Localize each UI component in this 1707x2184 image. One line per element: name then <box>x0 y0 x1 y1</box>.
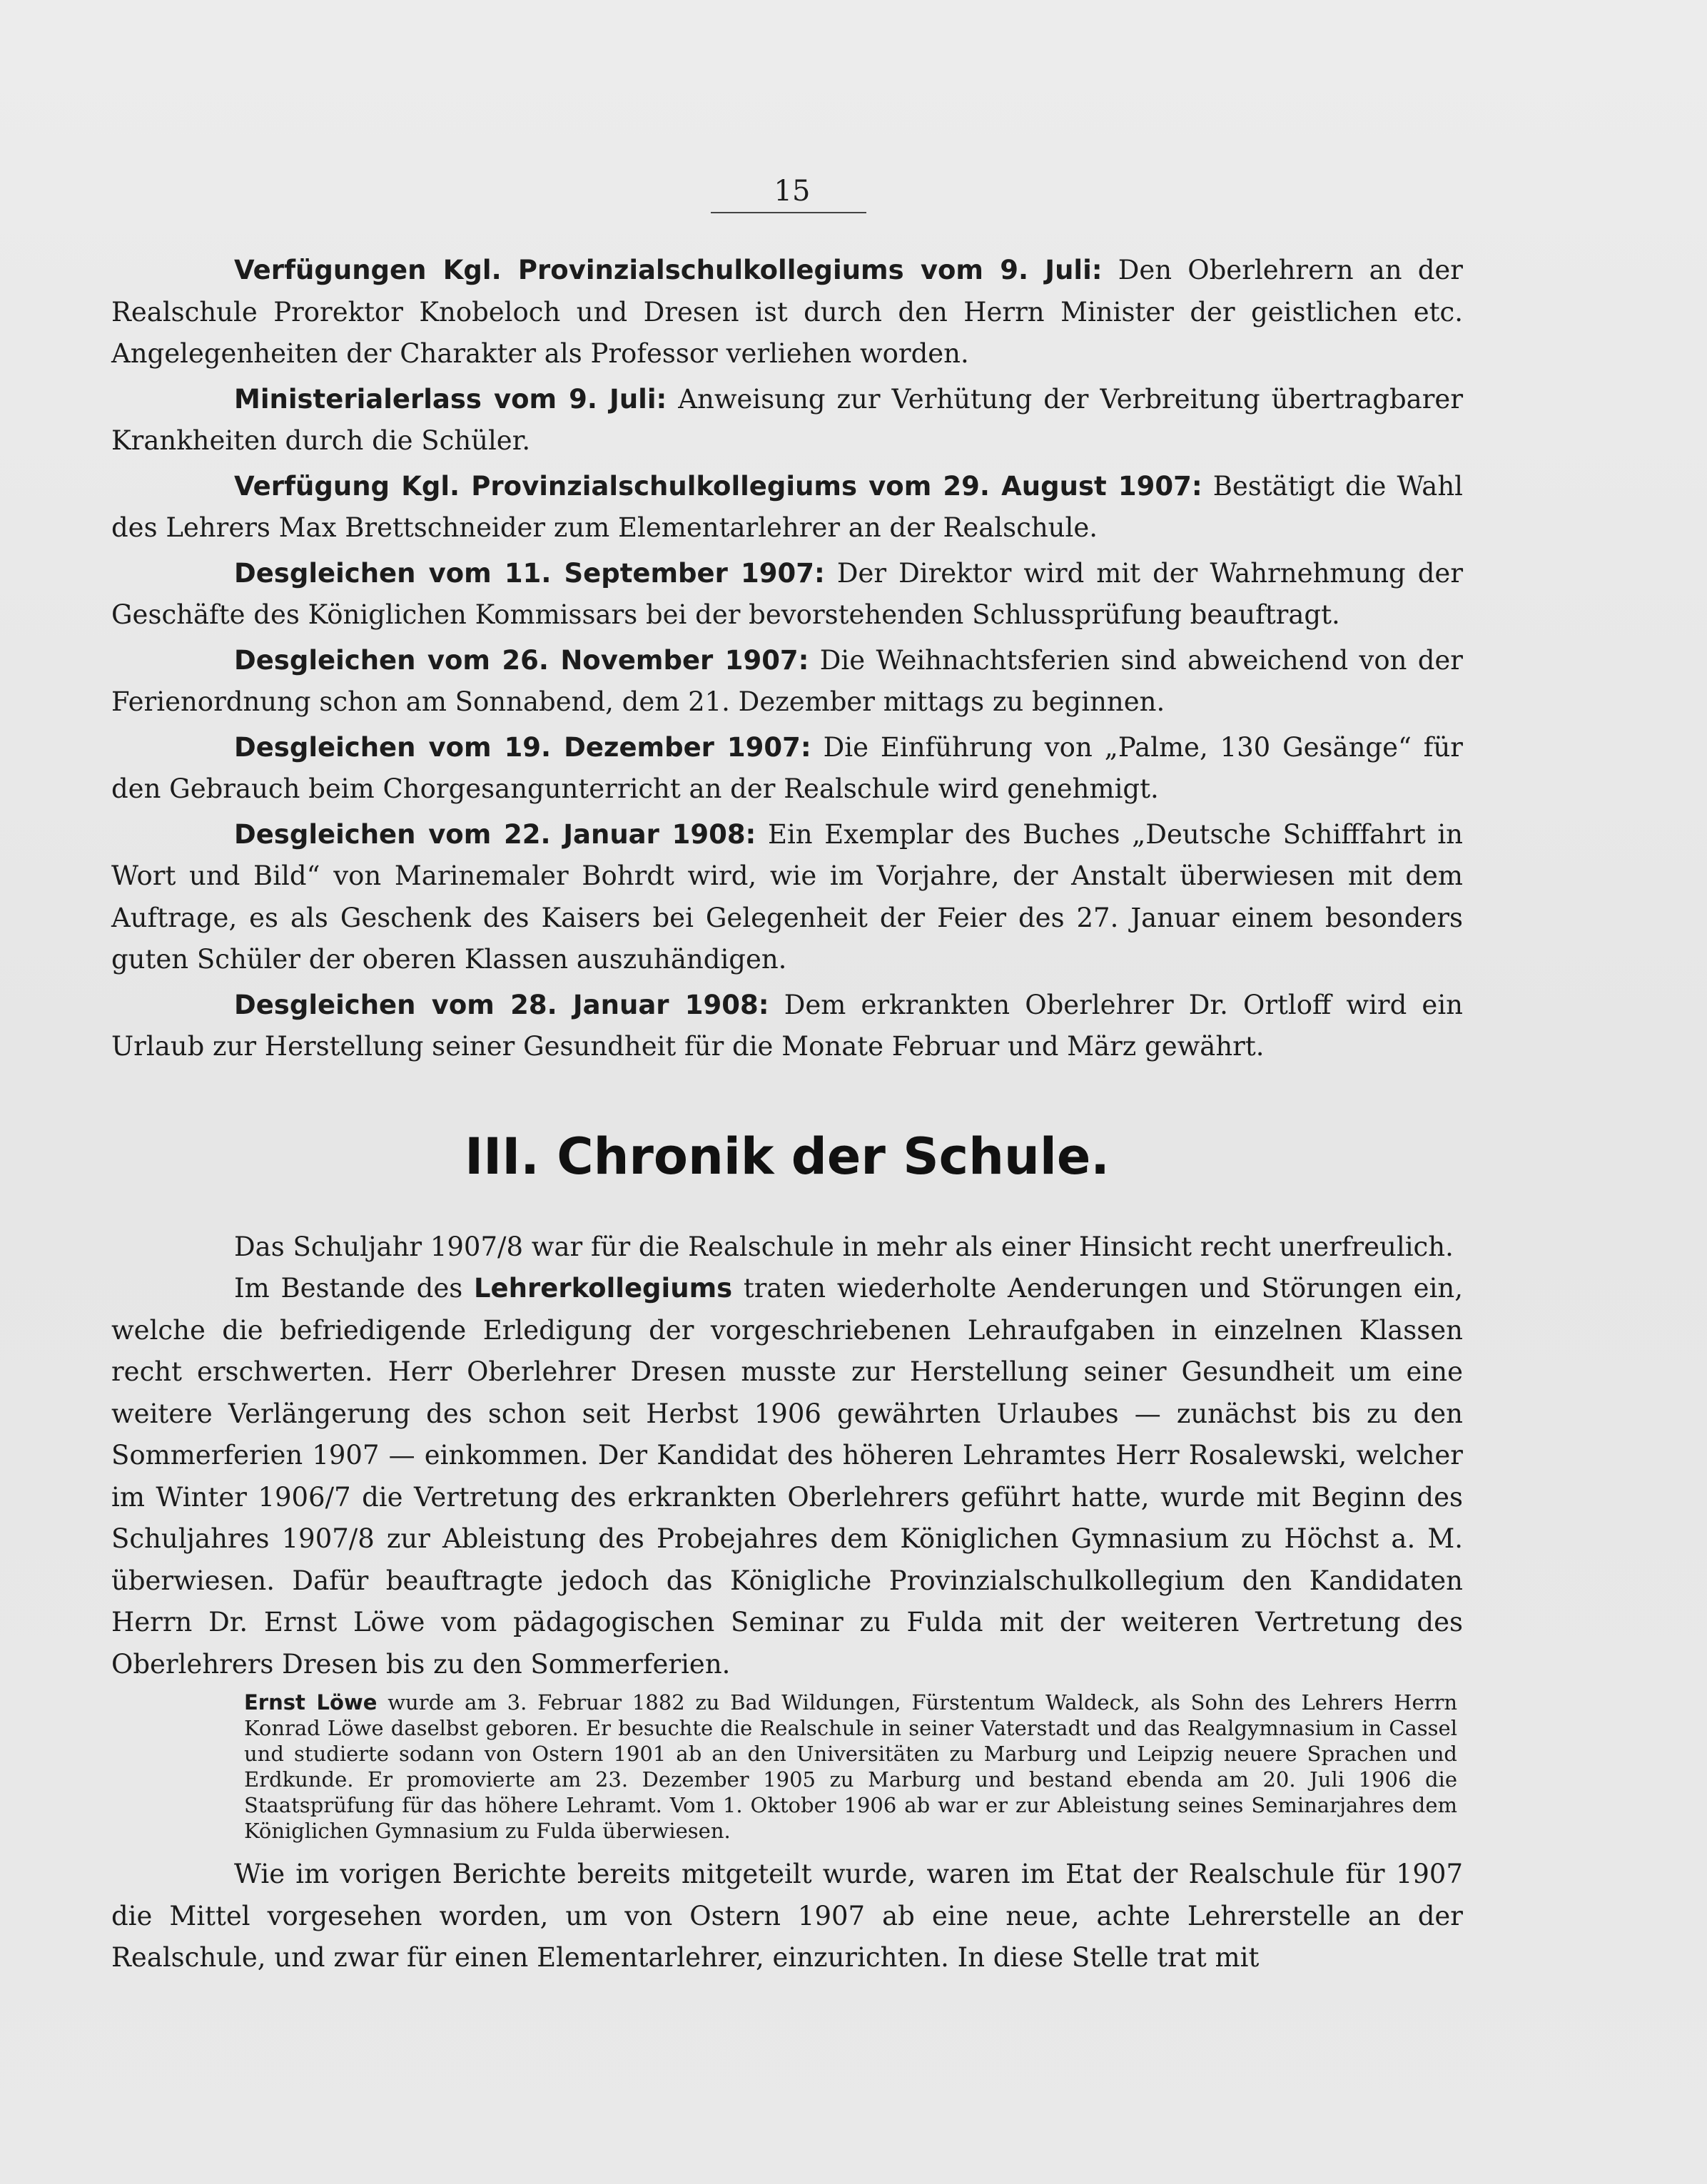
decree-paragraph <box>111 640 1463 723</box>
page-number-rule <box>711 212 866 213</box>
decree-paragraph <box>111 985 1463 1068</box>
page-number: 15 <box>774 175 811 208</box>
chronik-paragraph: Wie im vorigen Berichte bereits mitgeteilt wurde, waren im Etat der Realschule für 1907 die Mittel vorgesehen worden, um von Ostern 1907 ab eine neue, achte Lehrerstelle an der Realschule, und zwar für einen Elementarlehrer, einzurichten. In diese Stelle trat mit <box>111 1859 1463 1973</box>
page-content <box>111 250 1463 1979</box>
decree-text: Die Einführung von „Palme, 130 Gesänge“ für den Gebrauch beim Chorgesangunterricht an der Realschule wird genehmigt. <box>111 731 1463 804</box>
chronik-paragraph <box>111 1268 1463 1685</box>
decree-text: Anweisung zur Verhütung der Verbreitung übertragbarer Krankheiten durch die Schüler. <box>111 383 1463 456</box>
biography-name: Ernst Löwe <box>244 1690 378 1715</box>
decree-paragraph <box>111 814 1463 981</box>
decree-text: Bestätigt die Wahl des Lehrers Max Brettschneider zum Elementarlehrer an der Realschule. <box>111 470 1464 543</box>
decree-heading: Verfügungen Kgl. Provinzialschulkollegiums vom 9. Juli: <box>234 255 1103 285</box>
decree-heading: Desgleichen vom 22. Januar 1908: <box>234 818 756 850</box>
chronik-bold-term: Lehrerkollegiums <box>473 1273 733 1304</box>
biography-note <box>244 1690 1457 1844</box>
decree-paragraph <box>111 553 1463 636</box>
decree-heading: Ministerialerlass vom 9. Juli: <box>234 383 667 415</box>
decree-text: Den Oberlehrern an der Realschule Prorektor Knobeloch und Dresen ist durch den Herrn Minister der geistlichen etc. Angelegenheiten der Charakter als Professor verliehen worden. <box>111 255 1463 369</box>
decree-heading: Desgleichen vom 19. Dezember 1907: <box>234 731 811 763</box>
biography-text: wurde am 3. Februar 1882 zu Bad Wildungen, Fürstentum Waldeck, als Sohn des Lehrers Herrn Konrad Löwe daselbst geboren. Er besuchte die Realschule in seiner Vaterstadt und das Realgymnasium in Cassel und studierte sodann von Ostern 1901 ab an den Universitäten zu Marburg und Leipzig neuere Sprachen und Erdkunde. Er promovierte am 23. Dezember 1905 zu Marburg und bestand ebenda am 20. Juli 1906 die Staatsprüfung für das höhere Lehramt. Vom 1. Oktober 1906 ab war er zur Ableistung seines Seminarjahres dem Königlichen Gymnasium zu Fulda überwiesen. <box>244 1690 1458 1843</box>
decree-text: Dem erkrankten Oberlehrer Dr. Ortloff wird ein Urlaub zur Herstellung seiner Gesundheit für die Monate Februar und März gewährt. <box>111 989 1463 1062</box>
chronik-text: traten wiederholte Aenderungen und Störungen ein, welche die befriedigende Erledigung der vorgeschriebenen Lehraufgaben in einzelnen Klassen recht erschwerten. Herr Oberlehrer Dresen musste zur Herstellung seiner Gesundheit um eine weitere Verlängerung des schon seit Herbst 1906 gewährten Urlaubes — zunächst bis zu den Sommerferien 1907 — einkommen. Der Kandidat des höheren Lehramtes Herr Rosalewski, welcher im Winter 1906/7 die Vertretung des erkrankten Oberlehrers geführt hatte, wurde mit Beginn des Schuljahres 1907/8 zur Ableistung des Probejahres dem Königlichen Gymnasium zu Höchst a. M. überwiesen. Dafür beauftragte jedoch das Königliche Provinzialschulkollegium den Kandidaten Herrn Dr. Ernst Löwe vom pädagogischen Seminar zu Fulda mit der weiteren Vertretung des Oberlehrers Dresen bis zu den Sommerferien. <box>111 1273 1463 1680</box>
decree-text: Der Direktor wird mit der Wahrnehmung der Geschäfte des Königlichen Kommissars bei der bevorstehenden Schlussprüfung beauftragt. <box>111 557 1464 630</box>
decree-text: Die Weihnachtsferien sind abweichend von der Ferienordnung schon am Sonnabend, dem 21. Dezember mittags zu beginnen. <box>111 644 1463 717</box>
decree-heading: Verfügung Kgl. Provinzialschulkollegiums vom 29. August 1907: <box>234 470 1202 502</box>
decree-heading: Desgleichen vom 28. Januar 1908: <box>234 989 769 1020</box>
decree-heading: Desgleichen vom 26. November 1907: <box>234 644 809 676</box>
section-title: III. Chronik der Schule. <box>465 1127 1110 1186</box>
decree-paragraph <box>111 466 1463 549</box>
chronik-paragraph: Das Schuljahr 1907/8 war für die Realschule in mehr als einer Hinsicht recht unerfreulich. <box>234 1231 1454 1262</box>
decree-paragraph <box>111 379 1463 462</box>
decree-paragraph <box>111 727 1463 811</box>
decree-heading: Desgleichen vom 11. September 1907: <box>234 557 825 589</box>
decree-text: Ein Exemplar des Buches „Deutsche Schifffahrt in Wort und Bild“ von Marinemaler Bohrdt wird, wie im Vorjahre, der Anstalt überwiesen mit dem Auftrage, es als Geschenk des Kaisers bei Gelegenheit der Feier des 27. Januar einem besonders guten Schüler der oberen Klassen auszuhändigen. <box>111 818 1463 975</box>
chronik-text: Im Bestande des <box>234 1273 463 1304</box>
decree-paragraph <box>111 250 1463 375</box>
